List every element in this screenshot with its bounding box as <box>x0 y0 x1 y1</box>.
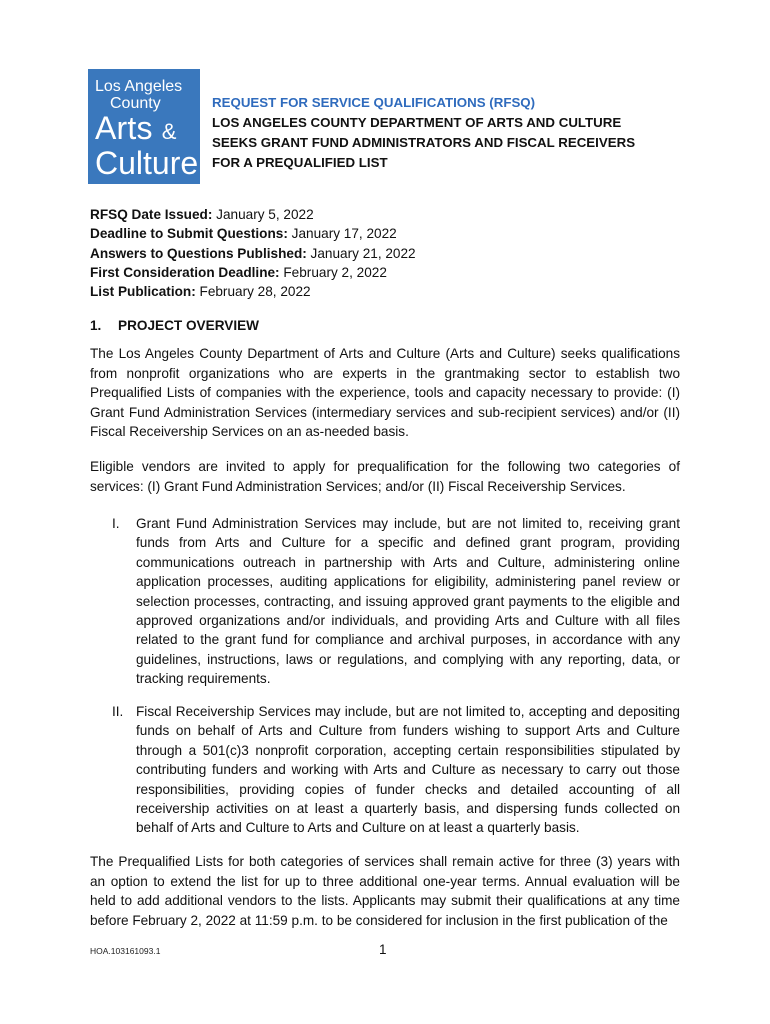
key-dates <box>90 205 416 301</box>
date-row <box>90 263 416 282</box>
list-marker: II. <box>112 704 124 719</box>
date-label: First Consideration Deadline: <box>90 264 280 280</box>
list-marker: I. <box>112 516 120 531</box>
date-label: Answers to Questions Published: <box>90 245 307 261</box>
heading-line-4: FOR A PREQUALIFIED LIST <box>212 155 388 170</box>
logo-line-4: Culture <box>95 145 199 181</box>
heading-line-3: SEEKS GRANT FUND ADMINISTRATORS AND FISCAL RECEIVERS <box>212 135 636 150</box>
date-label: RFSQ Date Issued: <box>90 207 213 222</box>
paragraph-eligible: Eligible vendors are invited to apply for prequalification for the following two categories of services: (I) Grant Fund Administration Services; and/or (II) Fiscal Receivership Services. <box>90 459 680 494</box>
page-number: 1 <box>379 942 387 957</box>
date-value: February 28, 2022 <box>195 284 311 300</box>
date-row <box>90 205 416 224</box>
logo-ampersand: & <box>161 119 177 144</box>
paragraph-prequalified: The Prequalified Lists for both categories of services shall remain active for three (3) years with an option to extend the list for up to three additional one-year terms. Annual evaluation will be held to add additional vendors to the lists. Applicants may submit their qualifications at any time before February 2, 2022 at 11:59 p.m. to be considered for inclusion in the first publication of the <box>90 854 680 928</box>
section-number: 1. <box>90 318 102 333</box>
date-value: January 5, 2022 <box>212 207 314 222</box>
date-value: February 2, 2022 <box>279 264 387 280</box>
logo-line-3 <box>95 112 200 148</box>
list-text: Grant Fund Administration Services may include, but are not limited to, receiving grant funds from Arts and Culture for a specific and defined grant program, providing communications outreach in partnership with Arts and Culture, administering online application processes, auditing applications for eligibility, administering panel review or selection processes, contracting, and issuing approved grant payments to the eligible and approved organizations and/or individuals, and providing Arts and Culture with all files related to the grant fund for compliance and archival purposes, in accordance with any guidelines, instructions, laws or regulations, and complying with any reporting, data, or tracking requirements. <box>136 516 680 687</box>
logo <box>88 69 200 184</box>
heading-rfsq: REQUEST FOR SERVICE QUALIFICATIONS (RFSQ) <box>212 95 536 110</box>
date-label: Deadline to Submit Questions: <box>90 226 288 242</box>
logo-arts: Arts <box>95 110 153 146</box>
date-label: List Publication: <box>90 284 196 300</box>
list-item <box>112 514 680 689</box>
heading-line-2: LOS ANGELES COUNTY DEPARTMENT OF ARTS AND CULTURE <box>212 115 622 130</box>
date-row <box>90 224 416 243</box>
date-row <box>90 244 416 263</box>
document-id: HOA.103161093.1 <box>90 946 161 956</box>
section-title: PROJECT OVERVIEW <box>118 318 260 333</box>
document-heading <box>212 93 635 173</box>
date-value: January 21, 2022 <box>306 245 416 261</box>
logo-line-1: Los Angeles <box>95 78 183 95</box>
logo-line-2: County <box>110 95 161 112</box>
date-row <box>90 282 416 301</box>
list-text: Fiscal Receivership Services may include, but are not limited to, accepting and depositing funds on behalf of Arts and Culture from funders wishing to support Arts and Culture through a 501(c)3 nonprofit corporation, accepting certain responsibilities stipulated by contributing funders and working with Arts and Culture as necessary to carry out those responsibilities, providing copies of funder checks and detailed accounting of all receivership activities on at least a quarterly basis, and dispersing funds collected on behalf of Arts and Culture to Arts and Culture on at least a quarterly basis. <box>136 704 680 836</box>
section-heading <box>90 318 259 333</box>
date-value: January 17, 2022 <box>287 226 397 242</box>
list-item <box>112 702 680 838</box>
paragraph-overview: The Los Angeles County Department of Arts and Culture (Arts and Culture) seeks qualifications from nonprofit organizations who are experts in the grantmaking sector to establish two Prequalified Lists of companies with the experience, tools and capacity necessary to provide: (I) Grant Fund Administration Services (intermediary services and sub-recipient services) and/or (II) Fiscal Receivership Services on an as-needed basis. <box>90 346 680 439</box>
